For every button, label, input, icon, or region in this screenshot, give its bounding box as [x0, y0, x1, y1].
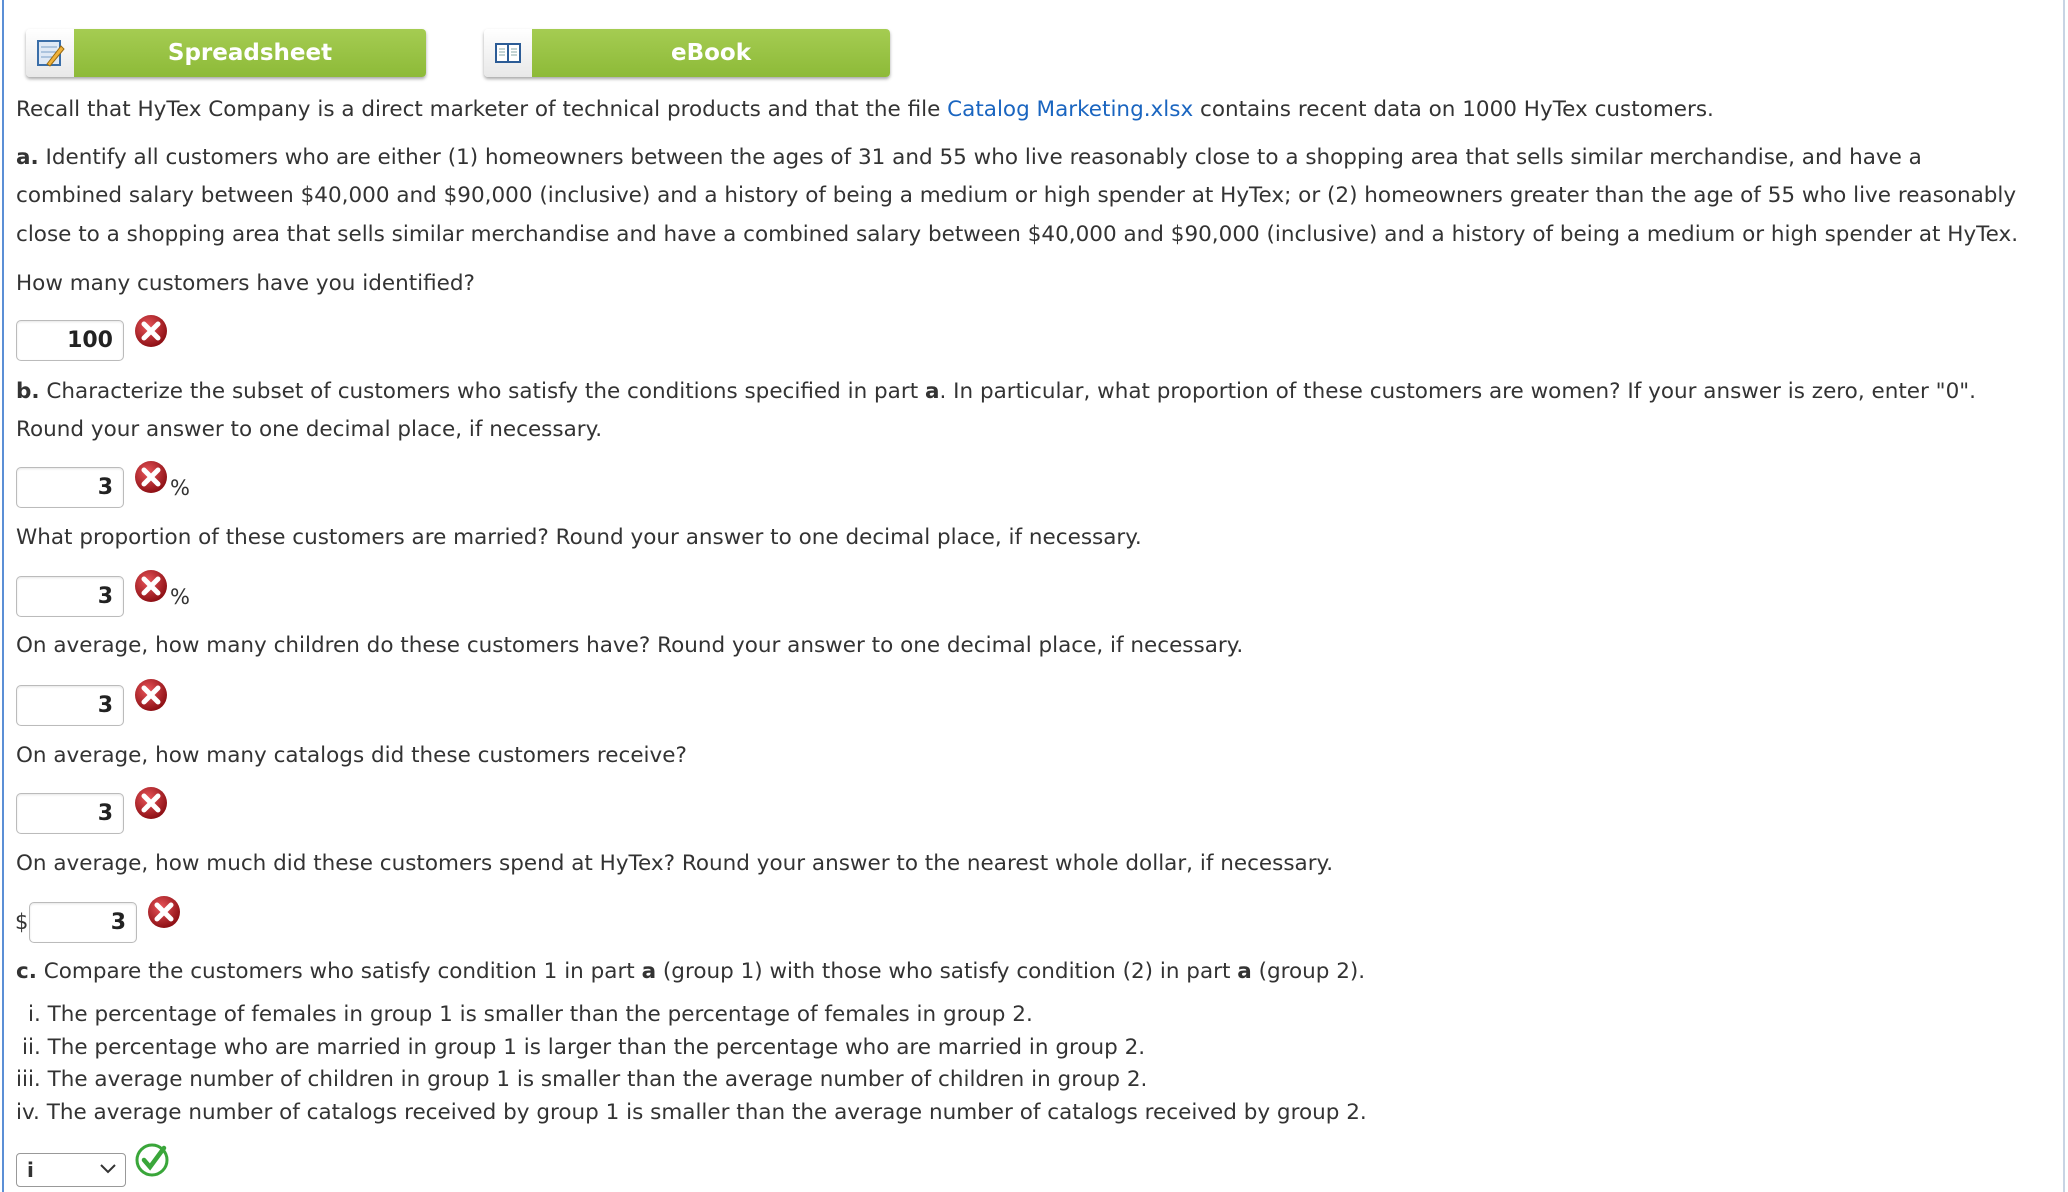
- comparison-select[interactable]: [16, 1153, 126, 1187]
- spreadsheet-button[interactable]: [26, 29, 426, 77]
- part-a-line-3: close to a shopping area that sells similar merchandise and have a combined salary between $40,000 and $90,000 (inclusive) and a history of being a medium or high spender at HyTex.: [16, 222, 2019, 247]
- catalogs-question: On average, how many catalogs did these customers receive?: [16, 743, 687, 768]
- catalog-file-link[interactable]: Catalog Marketing.xlsx: [947, 97, 1194, 122]
- spend-average-input[interactable]: 3: [29, 902, 137, 943]
- option-ii: ii. The percentage who are married in group 1 is larger than the percentage who are married in group 2.: [22, 1035, 1146, 1060]
- children-average-input[interactable]: 3: [16, 685, 124, 726]
- correct-check-icon: [134, 1142, 170, 1178]
- incorrect-icon: [134, 786, 168, 820]
- children-question: On average, how many children do these customers have? Round your answer to one decimal place, if necessary.: [16, 633, 1244, 658]
- book-icon: [484, 29, 532, 77]
- ebook-button[interactable]: [484, 29, 890, 77]
- chevron-down-icon: [99, 1162, 117, 1176]
- part-b-line-1: b. Characterize the subset of customers who satisfy the conditions specified in part a. In particular, what proportion of these customers are women? If your answer is zero, enter "0".: [16, 379, 1976, 404]
- catalogs-average-input[interactable]: 3: [16, 793, 124, 834]
- option-iii: iii. The average number of children in group 1 is smaller than the average number of children in group 2.: [16, 1067, 1148, 1092]
- women-proportion-input[interactable]: 3: [16, 467, 124, 508]
- married-question: What proportion of these customers are married? Round your answer to one decimal place, if necessary.: [16, 525, 1142, 550]
- option-iv: iv. The average number of catalogs received by group 1 is smaller than the average number of catalogs received by group 2.: [16, 1100, 1367, 1125]
- part-a-line-2: combined salary between $40,000 and $90,000 (inclusive) and a history of being a medium or high spender at HyTex; or (2) homeowners greater than the age of 55 who live reasonably: [16, 183, 2017, 208]
- part-a-line-1: a. Identify all customers who are either (1) homeowners between the ages of 31 and 55 who live reasonably close to a shopping area that sells similar merchandise, and have a: [16, 145, 1922, 170]
- intro-text: Recall that HyTex Company is a direct marketer of technical products and that the file Catalog Marketing.xlsx contains recent data on 1000 HyTex customers.: [16, 97, 1714, 122]
- percent-sign: %: [170, 476, 190, 500]
- spreadsheet-icon: [26, 29, 74, 77]
- percent-sign: %: [170, 585, 190, 609]
- selected-value: i: [27, 1158, 34, 1182]
- customer-count-input[interactable]: 100: [16, 320, 124, 361]
- incorrect-icon: [134, 314, 168, 348]
- part-a-question: How many customers have you identified?: [16, 271, 475, 296]
- incorrect-icon: [134, 569, 168, 603]
- incorrect-icon: [134, 678, 168, 712]
- part-c-text: c. Compare the customers who satisfy condition 1 in part a (group 1) with those who satisfy condition (2) in part a (group 2).: [16, 959, 1366, 984]
- incorrect-icon: [134, 460, 168, 494]
- incorrect-icon: [147, 895, 181, 929]
- dollar-sign: $: [15, 910, 29, 934]
- option-i: i. The percentage of females in group 1 is smaller than the percentage of females in group 2.: [28, 1002, 1033, 1027]
- part-b-line-2: Round your answer to one decimal place, if necessary.: [16, 417, 603, 442]
- married-proportion-input[interactable]: 3: [16, 576, 124, 617]
- spreadsheet-label: Spreadsheet: [74, 29, 426, 77]
- ebook-label: eBook: [532, 29, 890, 77]
- spend-question: On average, how much did these customers spend at HyTex? Round your answer to the nearest whole dollar, if necessary.: [16, 851, 1334, 876]
